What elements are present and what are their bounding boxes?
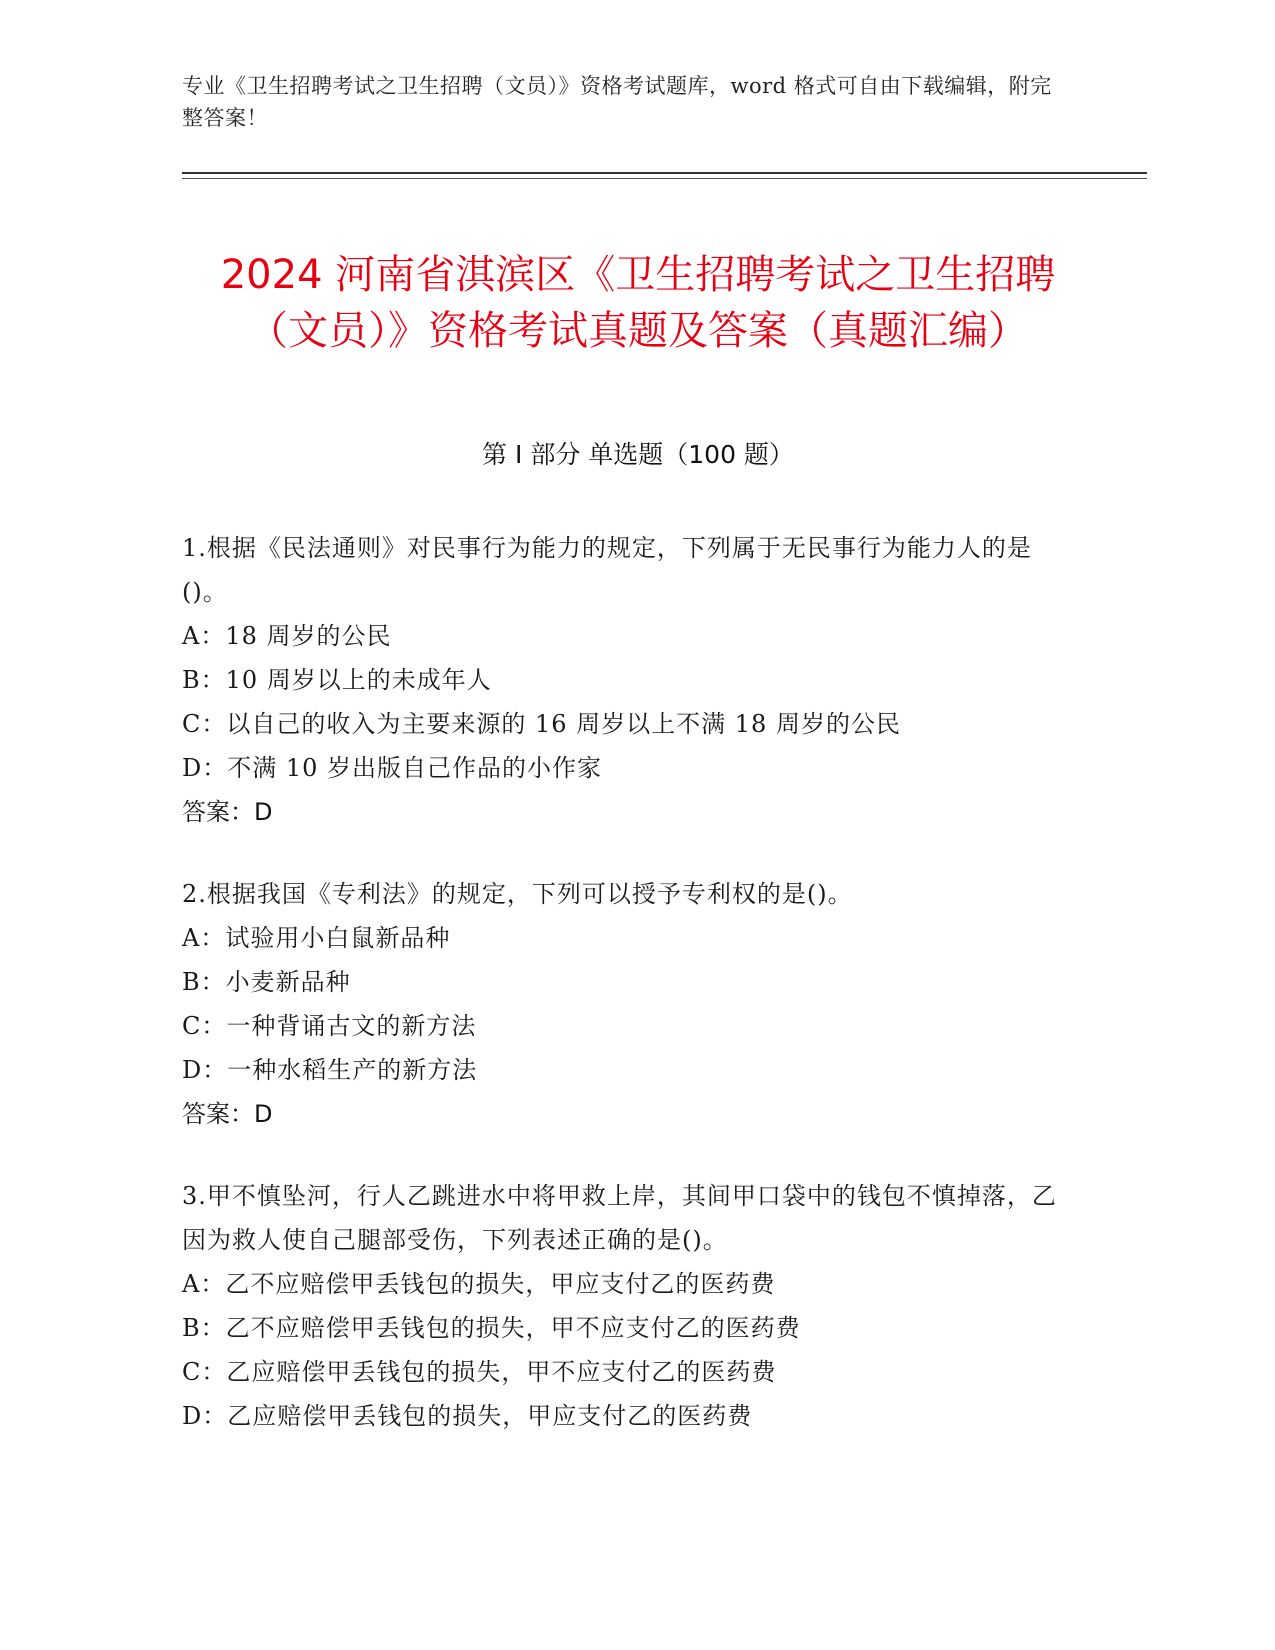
header-note: 专业《卫生招聘考试之卫生招聘（文员）》资格考试题库，word 格式可自由下载编辑，附完整答案！ bbox=[182, 74, 1052, 130]
document-title: 2024 河南省淇滨区《卫生招聘考试之卫生招聘（文员）》资格考试真题及答案（真题汇编） bbox=[220, 251, 1056, 354]
option-c: C：乙应赔偿甲丢钱包的损失，甲不应支付乙的医药费 bbox=[182, 1358, 777, 1386]
question-2 bbox=[182, 872, 1062, 1136]
header-rule-thin bbox=[182, 178, 1147, 179]
option-a: A：18 周岁的公民 bbox=[182, 622, 392, 650]
option-b: B：乙不应赔偿甲丢钱包的损失，甲不应支付乙的医药费 bbox=[182, 1314, 801, 1342]
answer: 答案：D bbox=[182, 1100, 273, 1128]
question-1 bbox=[182, 526, 1062, 834]
option-d: D：不满 10 岁出版自己作品的小作家 bbox=[182, 754, 603, 782]
option-c: C：一种背诵古文的新方法 bbox=[182, 1012, 477, 1040]
header-rule-thick bbox=[182, 172, 1147, 174]
option-a: A：试验用小白鼠新品种 bbox=[182, 924, 451, 952]
option-d: D：一种水稻生产的新方法 bbox=[182, 1056, 478, 1084]
question-list bbox=[182, 526, 1062, 1476]
option-d: D：乙应赔偿甲丢钱包的损失，甲应支付乙的医药费 bbox=[182, 1402, 753, 1430]
answer: 答案：D bbox=[182, 798, 273, 826]
section-heading: 第 I 部分 单选题（100 题） bbox=[482, 440, 794, 469]
question-stem: 3.甲不慎坠河，行人乙跳进水中将甲救上岸，其间甲口袋中的钱包不慎掉落，乙因为救人使自己腿部受伤，下列表述正确的是()。 bbox=[182, 1182, 1057, 1254]
option-c: C：以自己的收入为主要来源的 16 周岁以上不满 18 周岁的公民 bbox=[182, 710, 901, 738]
option-b: B：10 周岁以上的未成年人 bbox=[182, 666, 492, 694]
option-b: B：小麦新品种 bbox=[182, 968, 351, 996]
option-a: A：乙不应赔偿甲丢钱包的损失，甲应支付乙的医药费 bbox=[182, 1270, 776, 1298]
question-stem: 1.根据《民法通则》对民事行为能力的规定，下列属于无民事行为能力人的是()。 bbox=[182, 534, 1032, 606]
question-stem: 2.根据我国《专利法》的规定，下列可以授予专利权的是()。 bbox=[182, 880, 853, 908]
question-3 bbox=[182, 1174, 1062, 1438]
